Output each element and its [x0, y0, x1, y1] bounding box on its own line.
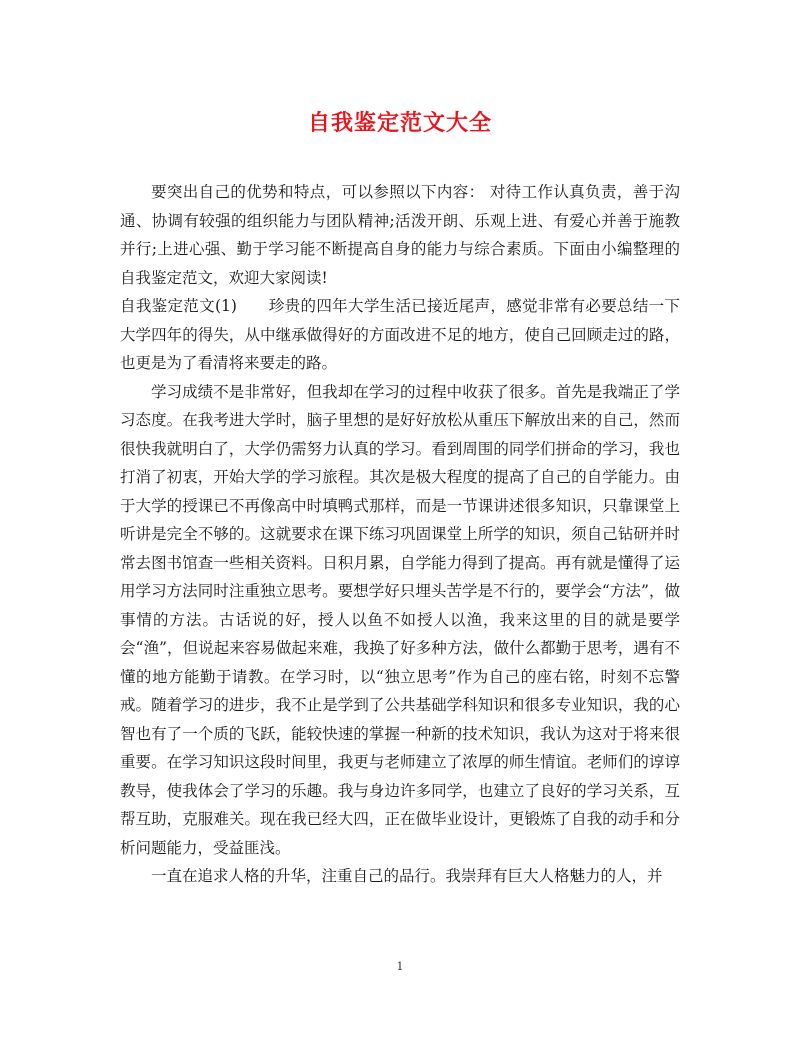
character-paragraph: 一直在追求人格的升华，注重自己的品行。我崇拜有巨大人格魅力的人，并 [151, 867, 663, 885]
document-title: 自我鉴定范文大全 [307, 111, 492, 136]
study-paragraph: 学习成绩不是非常好，但我却在学习的过程中收获了很多。首先是我端正了学习态度。在我考进大学时，脑子里想的是好好放松从重压下解放出来的自己，然而很快我就明白了，大学仍需努力认真的学习。看到周围的同学们拼命的学习，我也打消了初衷，开始大学的学习旅程。其次是极大程度的提高了自己的自学能力。由于大学的授课已不再像高中时填鸭式那样，而是一节课讲述很多知识，只靠课堂上听讲是完全不够的。这就要求在课下练习巩固课堂上所学的知识，须自己钻研并时常去图书馆查一些相关资料。日积月累，自学能力得到了提高。再有就是懂得了运用学习方法同时注重独立思考。要想学好只埋头苦学是不行的，要学会“方法”，做事情的方法。古话说的好，授人以鱼不如授人以渔，我来这里的目的就是要学会“渔”，但说起来容易做起来难，我换了好多种方法，做什么都勤于思考，遇有不懂的地方能勤于请教。在学习时，以“独立思考”作为自己的座右铭，时刻不忘警戒。随着学习的进步，我不止是学到了公共基础学科知识和很多专业知识，我的心智也有了一个质的飞跃，能较快速的掌握一种新的技术知识，我认为这对于将来很重要。在学习知识这段时间里，我更与老师建立了浓厚的师生情谊。老师们的谆谆教导，使我体会了学习的乐趣。我与身边许多同学，也建立了良好的学习关系，互帮互助，克服难关。现在我已经大四，正在做毕业设计，更锻炼了自我的动手和分析问题能力，受益匪浅。 [120, 382, 680, 857]
document-body [120, 178, 680, 891]
page-number: 1 [396, 960, 404, 973]
sample-1-heading-paragraph: 自我鉴定范文(1) 珍贵的四年大学生活已接近尾声，感觉非常有必要总结一下大学四年的得失，从中继承做得好的方面改进不足的地方，使自己回顾走过的路，也更是为了看清将来要走的路。 [120, 297, 680, 372]
intro-paragraph: 要突出自己的优势和特点，可以参照以下内容： 对待工作认真负责，善于沟通、协调有较强的组织能力与团队精神;活泼开朗、乐观上进、有爱心并善于施教并行;上进心强、勤于学习能不断提高自身的能力与综合素质。下面由小编整理的自我鉴定范文，欢迎大家阅读! [120, 183, 680, 287]
